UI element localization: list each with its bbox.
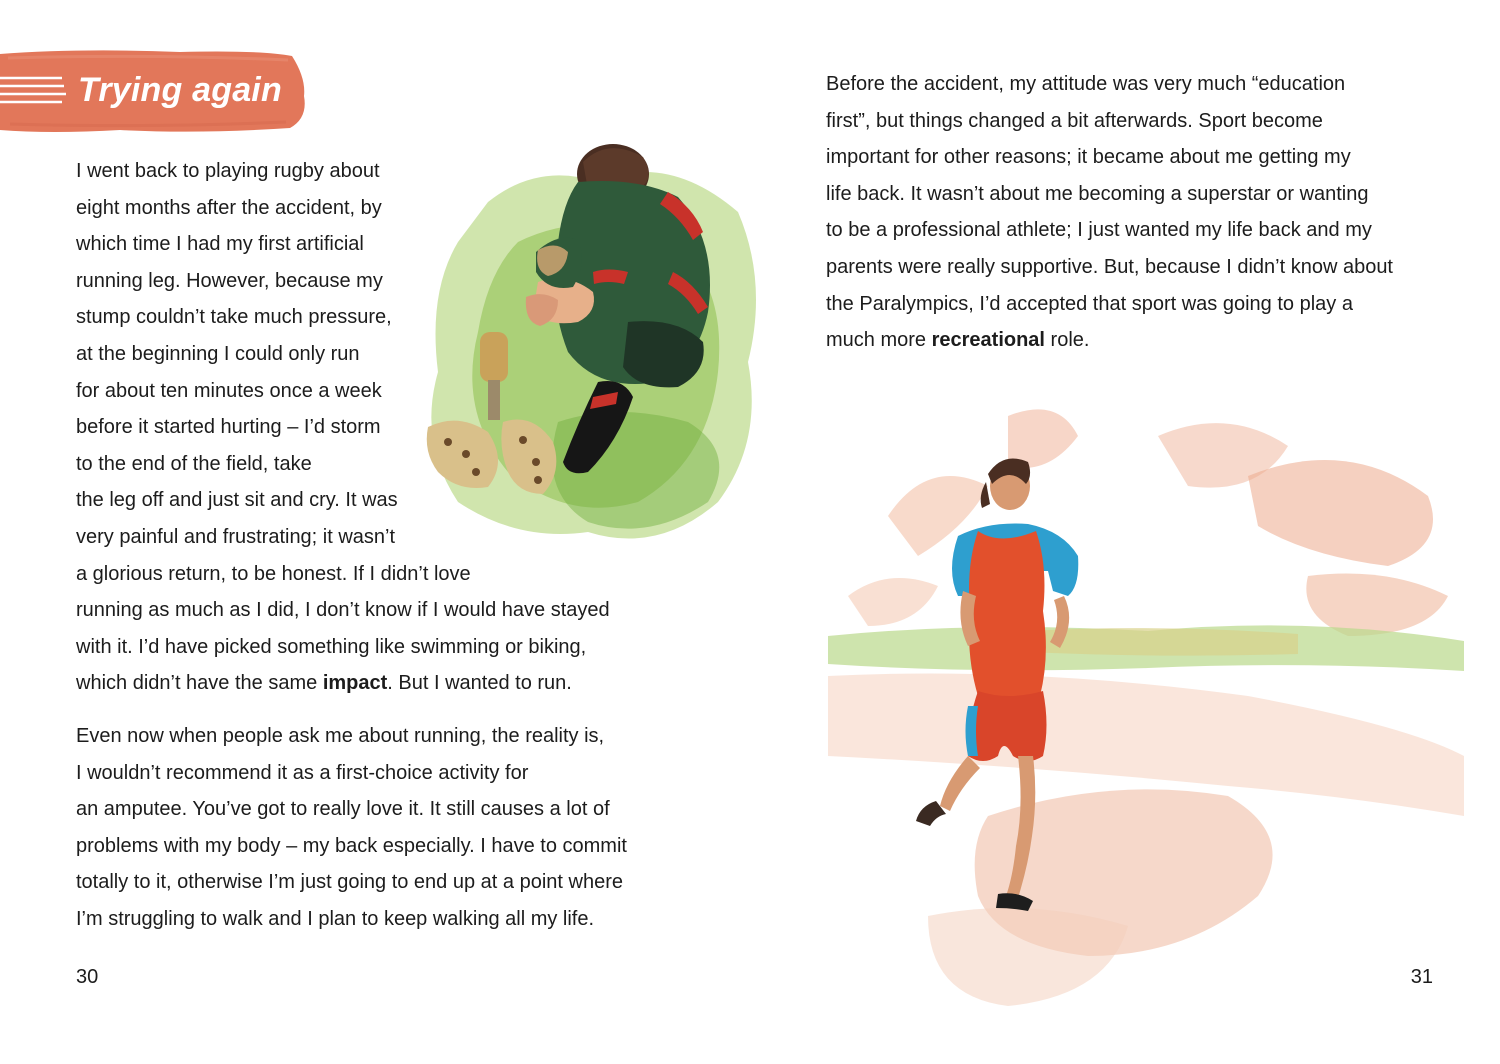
text-line: life back. It wasn’t about me becoming a superstar or wanting — [826, 182, 1369, 205]
bold-term-impact: impact — [322, 672, 388, 695]
right-paragraph-1 — [826, 66, 1446, 359]
text-line: Even now when people ask me about running, the reality is, — [76, 725, 605, 747]
text-fragment: which didn’t have the same — [76, 672, 323, 695]
text-line: the leg off and just sit and cry. It was — [76, 489, 398, 512]
text-line: for about ten minutes once a week — [76, 379, 382, 402]
text-fragment: . But I wanted to run. — [387, 672, 572, 695]
text-line: to the end of the field, take — [76, 452, 312, 475]
bold-term-recreational: recreational — [931, 329, 1045, 352]
text-line: with it. I’d have picked something like swimming or biking, — [76, 635, 587, 658]
left-paragraph-1 — [76, 153, 676, 702]
text-line: before it started hurting – I’d storm — [76, 416, 381, 439]
text-line: Before the accident, my attitude was very much “education — [826, 73, 1346, 95]
text-line: a glorious return, to be honest. If I didn’t love — [76, 562, 471, 585]
page-title: Trying again — [78, 71, 282, 109]
runner-illustration — [828, 396, 1464, 1028]
text-line: an amputee. You’ve got to really love it. It still causes a lot of — [76, 798, 610, 821]
text-line: problems with my body – my back especially. I have to commit — [76, 834, 627, 857]
right-page — [750, 0, 1500, 1064]
text-line: running leg. However, because my — [76, 269, 383, 292]
text-line: to be a professional athlete; I just wanted my life back and my — [826, 219, 1372, 242]
page-number-left: 30 — [76, 966, 99, 988]
text-line: very painful and frustrating; it wasn’t — [76, 525, 396, 548]
text-line — [76, 665, 676, 702]
text-line: eight months after the accident, by — [76, 196, 382, 219]
text-line: I went back to playing rugby about — [76, 160, 380, 182]
text-line: stump couldn’t take much pressure, — [76, 306, 392, 329]
text-line: I wouldn’t recommend it as a first-choice activity for — [76, 761, 529, 784]
text-line: the Paralympics, I’d accepted that sport was going to play a — [826, 292, 1353, 315]
text-line: first”, but things changed a bit afterwards. Sport become — [826, 109, 1323, 132]
text-line: running as much as I did, I don’t know if I would have stayed — [76, 599, 610, 622]
text-line: important for other reasons; it became about me getting my — [826, 146, 1351, 169]
left-paragraph-2 — [76, 718, 696, 938]
text-line: totally to it, otherwise I’m just going to end up at a point where — [76, 871, 623, 894]
text-line: I’m struggling to walk and I plan to keep walking all my life. — [76, 907, 595, 930]
text-fragment: role. — [1044, 329, 1090, 352]
text-line: at the beginning I could only run — [76, 342, 360, 365]
page-number-right: 31 — [1410, 966, 1433, 988]
text-line: parents were really supportive. But, because I didn’t know about — [826, 255, 1393, 278]
text-line — [826, 322, 1446, 359]
text-fragment: much more — [826, 329, 932, 352]
text-line: which time I had my first artificial — [76, 233, 364, 256]
